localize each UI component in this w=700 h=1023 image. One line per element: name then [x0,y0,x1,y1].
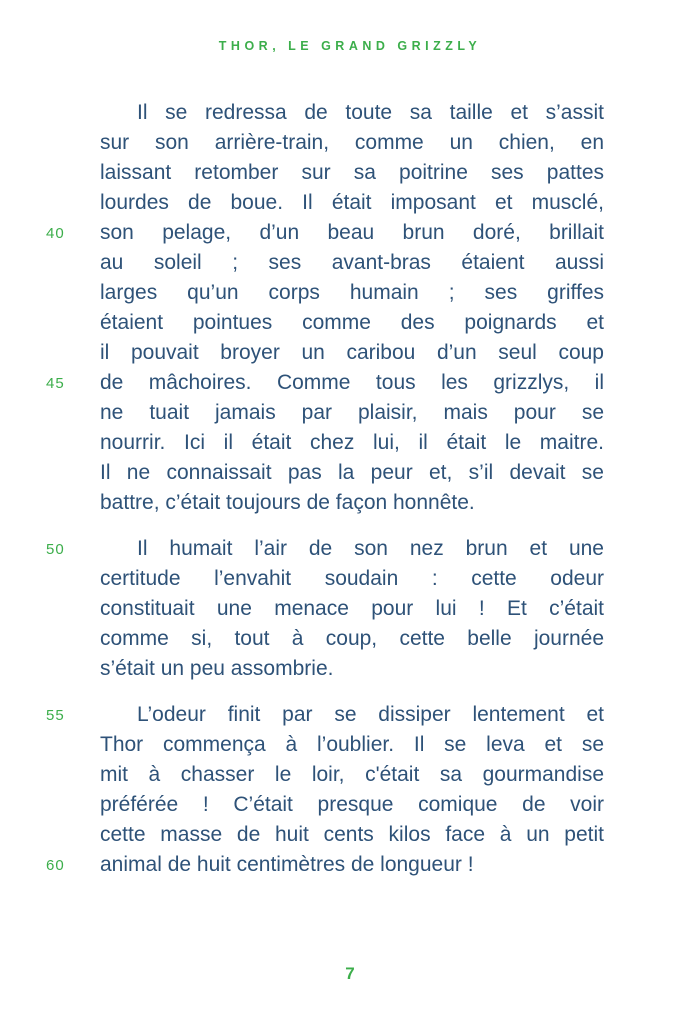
line-text: mit à chasser le loir, c'était sa gourmandise [100,763,604,786]
text-line [100,594,604,624]
line-text: ne tuait jamais par plaisir, mais pour se [100,401,604,424]
text-line [100,760,604,790]
text-line [100,790,604,820]
line-text: L’odeur finit par se dissiper lentement et [137,703,604,726]
page-number: 7 [345,964,355,983]
line-text: cette masse de huit cents kilos face à un petit [100,823,604,846]
text-line [100,820,604,850]
book-header: THOR, LE GRAND GRIZZLY [218,39,482,53]
line-number: 40 [46,225,65,242]
line-text: sur son arrière-train, comme un chien, en [100,131,604,154]
line-text: s’était un peu assombrie. [100,657,334,680]
text-line [46,368,604,398]
line-text: comme si, tout à coup, cette belle journée [100,627,604,650]
text-line [100,338,604,368]
line-text: larges qu’un corps humain ; ses griffes [100,281,604,304]
text-line [46,534,604,564]
text-line [46,700,604,730]
text-line [100,188,604,218]
text-line [100,398,604,428]
line-text: Thor commença à l’oublier. Il se leva et se [100,733,604,756]
text-line [46,218,604,248]
text-line [100,624,604,654]
line-text: animal de huit centimètres de longueur ! [100,853,474,876]
line-text: Il humait l’air de son nez brun et une [137,537,604,560]
text-block [46,98,604,880]
text-line [100,248,604,278]
text-line [100,564,604,594]
text-line [100,98,604,128]
text-line [100,428,604,458]
line-text: constituait une menace pour lui ! Et c’était [100,597,604,620]
line-number: 60 [46,857,65,874]
line-text: il pouvait broyer un caribou d’un seul coup [100,341,604,364]
line-number: 55 [46,707,65,724]
line-text: certitude l’envahit soudain : cette odeur [100,567,604,590]
text-line [100,654,604,684]
line-text: préférée ! C’était presque comique de voir [100,793,604,816]
text-line [100,308,604,338]
line-text: de mâchoires. Comme tous les grizzlys, il [100,371,604,394]
line-text: Il se redressa de toute sa taille et s’assit [137,101,604,124]
text-line [100,458,604,488]
line-text: son pelage, d’un beau brun doré, brillait [100,221,604,244]
line-text: battre, c’était toujours de façon honnête. [100,491,475,514]
text-line [46,850,604,880]
line-text: Il ne connaissait pas la peur et, s’il devait se [100,461,604,484]
line-text: étaient pointues comme des poignards et [100,311,604,334]
text-line [100,730,604,760]
line-text: au soleil ; ses avant-bras étaient aussi [100,251,604,274]
text-line [100,158,604,188]
text-line [100,488,604,518]
line-text: nourrir. Ici il était chez lui, il était le maitre. [100,431,604,454]
line-number: 50 [46,541,65,558]
line-text: lourdes de boue. Il était imposant et musclé, [100,191,604,214]
line-number: 45 [46,375,65,392]
text-line [100,128,604,158]
text-line [100,278,604,308]
line-text: laissant retomber sur sa poitrine ses pattes [100,161,604,184]
